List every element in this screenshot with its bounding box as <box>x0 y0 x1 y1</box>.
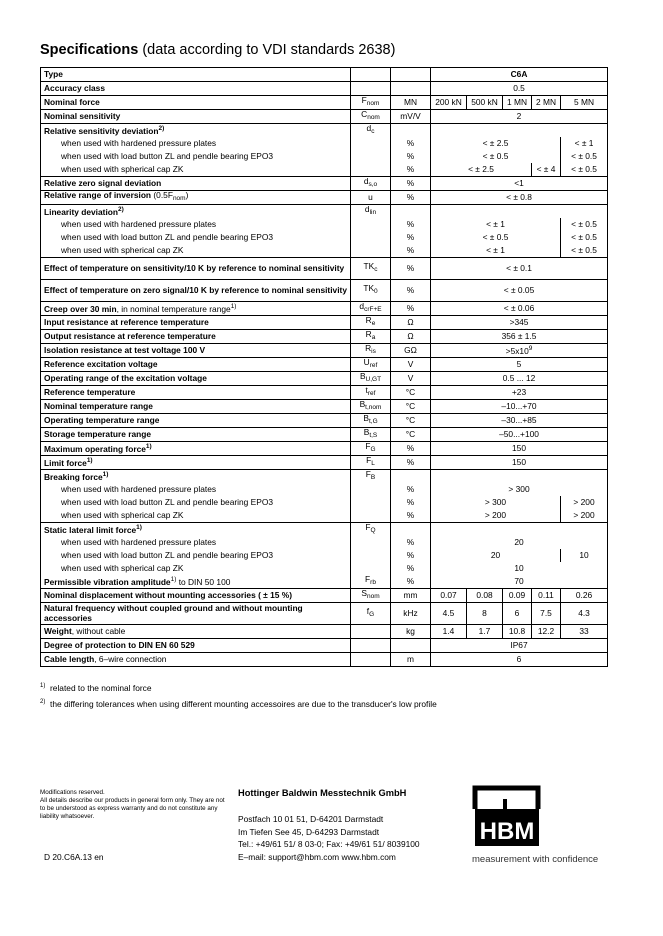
company-address: Postfach 10 01 51, D-64201 Darmstadt Im Tiefen See 45, D-64293 Darmstadt Tel.: +49/61 51/ 8 03-0; Fax: +49/61 51/ 8039100 E–mail: support@hbm.com www.hbm.com <box>238 814 420 862</box>
table-row: Reference temperature $t_{ref}$ °C +23 <box>41 386 608 400</box>
tagline: measurement with confidence <box>472 854 599 865</box>
table-row: Cable length, 6–wire connection m 6 <box>41 653 608 667</box>
table-row: Static lateral limit force$^{1)}$ $F_Q$ <box>41 523 608 537</box>
table-row: Limit force$^{1)}$ $F_L$ % 150 <box>41 456 608 470</box>
table-row: when used with spherical cap ZK % < ± 2.5 < ± 4 < ± 0.5 <box>41 163 608 177</box>
table-row: Nominal temperature range $B_{t,nom}$ °C –10...+70 <box>41 400 608 414</box>
hbm-logo-mark <box>472 785 542 847</box>
table-row: when used with load button ZL and pendle bearing EPO3 % < ± 0.5 < ± 0.5 <box>41 150 608 163</box>
page-title: Specifications (data according to VDI standards 2638) <box>40 42 396 58</box>
table-row: when used with hardened pressure plates % 20 <box>41 536 608 549</box>
footnote-1: $^{1)}$ related to the nominal force <box>40 683 152 693</box>
table-row: Type C6A <box>41 68 608 82</box>
table-row: Effect of temperature on sensitivity/10 K by reference to nominal sensitivity $TK_c$ % < ± 0.1 <box>41 258 608 280</box>
table-row: Relative sensitivity deviation$^{2)}$ $d_c$ <box>41 124 608 138</box>
table-row: when used with hardened pressure plates % < ± 2.5 < ± 1 <box>41 137 608 150</box>
table-row: Relative zero signal deviation $d_{s,o}$ % <1 <box>41 177 608 191</box>
table-row: Breaking force$^{1)}$ $F_B$ <box>41 470 608 484</box>
table-row: Operating temperature range $B_{t,G}$ °C –30...+85 <box>41 414 608 428</box>
svg-text:HBM: HBM <box>479 818 535 845</box>
hbm-logo <box>472 785 608 865</box>
table-row: when used with load button ZL and pendle bearing EPO3 % > 300 > 200 <box>41 496 608 509</box>
specifications-table <box>40 67 608 667</box>
table-row: Creep over 30 min, in nominal temperature range$^{1)}$ $d_{crF+E}$ % < ± 0.06 <box>41 302 608 316</box>
table-row: when used with hardened pressure plates % > 300 <box>41 483 608 496</box>
table-row: Isolation resistance at test voltage 100 V $R_{is}$ GΩ $>5x10^9$ <box>41 344 608 358</box>
table-row: Storage temperature range $B_{t,S}$ °C –50...+100 <box>41 428 608 442</box>
table-row: Natural frequency without coupled ground and without mounting accessories $f_G$ kHz 4.5 8 6 7.5 4.3 <box>41 603 608 625</box>
company-name: Hottinger Baldwin Messtechnik GmbH <box>238 788 407 798</box>
table-row: when used with hardened pressure plates % < ± 1 < ± 0.5 <box>41 218 608 231</box>
table-row: when used with load button ZL and pendle bearing EPO3 % < ± 0.5 < ± 0.5 <box>41 231 608 244</box>
legal-disclaimer: Modifications reserved. All details describe our products in general form only. They are not to be understood as express warranty and do not constitute any liability whatsoever. <box>40 789 225 820</box>
table-row: Weight, without cable kg 1.4 1.7 10.8 12.2 33 <box>41 625 608 639</box>
table-row: when used with spherical cap ZK % > 200 > 200 <box>41 509 608 523</box>
table-row: Relative range of inversion $(0.5F_{nom})$ u % < ± 0.8 <box>41 191 608 205</box>
table-row: Output resistance at reference temperature $R_a$ Ω 356 ± 1.5 <box>41 330 608 344</box>
table-row: Accuracy class 0.5 <box>41 82 608 96</box>
document-number: D 20.C6A.13 en <box>44 852 104 862</box>
table-row: Reference excitation voltage $U_{ref}$ V 5 <box>41 358 608 372</box>
table-row: when used with spherical cap ZK % < ± 1 < ± 0.5 <box>41 244 608 258</box>
table-row: Nominal force $F_{nom}$ MN 200 kN 500 kN 1 MN 2 MN 5 MN <box>41 96 608 110</box>
table-row: Degree of protection to DIN EN 60 529 IP67 <box>41 639 608 653</box>
table-row: Nominal sensitivity $C_{nom}$ mV/V 2 <box>41 110 608 124</box>
table-row: Nominal displacement without mounting accessories ( ± 15 %) $S_{nom}$ mm 0.07 0.08 0.09 0.11 0.26 <box>41 589 608 603</box>
table-row: when used with spherical cap ZK % 10 <box>41 562 608 575</box>
table-row: Maximum operating force$^{1)}$ $F_G$ % 150 <box>41 442 608 456</box>
table-row: Effect of temperature on zero signal/10 K by reference to nominal sensitivity $TK_0$ % < ± 0.05 <box>41 280 608 302</box>
table-row: Input resistance at reference temperature $R_e$ Ω >345 <box>41 316 608 330</box>
footnote-2: $^{2)}$ the differing tolerances when using different mounting accessoires are due to the transducer's low profile <box>40 699 437 709</box>
table-row: Linearity deviation$^{2)}$ $d_{lin}$ <box>41 205 608 219</box>
table-row: Permissible vibration amplitude$^{1)}$ to DIN 50 100 $F_{rb}$ % 70 <box>41 575 608 589</box>
table-row: when used with load button ZL and pendle bearing EPO3 % 20 10 <box>41 549 608 562</box>
table-row: Operating range of the excitation voltage $B_{U,GT}$ V 0.5 ... 12 <box>41 372 608 386</box>
